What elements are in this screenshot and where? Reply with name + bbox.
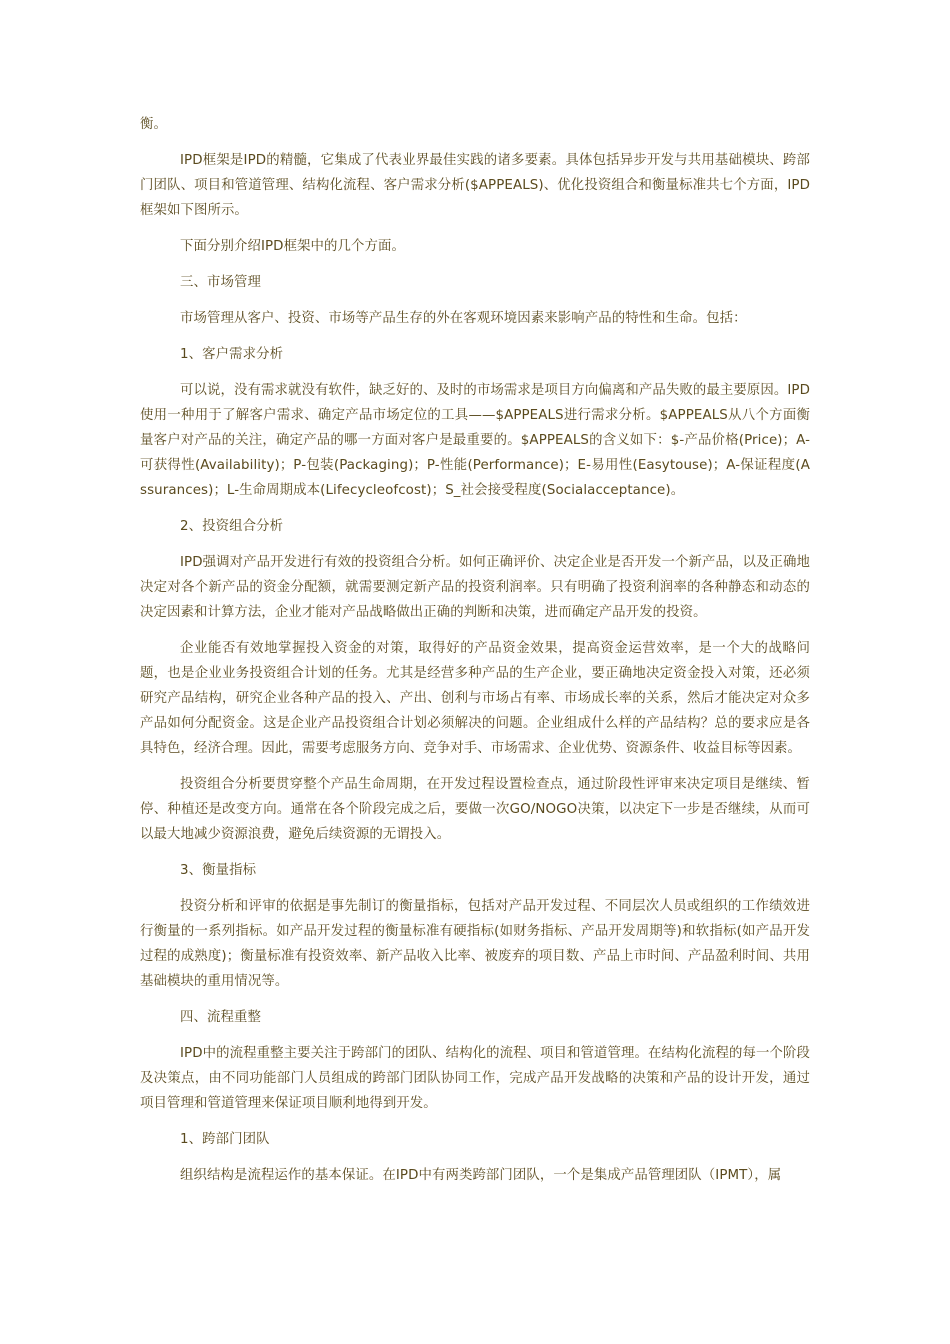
paragraph-portfolio-1: IPD强调对产品开发进行有效的投资组合分析。如何正确评价、决定企业是否开发一个新产品，以及正确地决定对各个新产品的资金分配额，就需要测定新产品的投资利润率。只有明确了投资利润率的各种静态和动态的决定因素和计算方法，企业才能对产品战略做出正确的判断和决策，进而确定产品开发的投资。 — [140, 555, 810, 620]
paragraph-intro: 下面分别介绍IPD框架中的几个方面。 — [180, 239, 405, 254]
document-page — [140, 112, 810, 1188]
subheading-portfolio-analysis: 2、投资组合分析 — [180, 519, 284, 534]
paragraph-ipd-framework: IPD框架是IPD的精髓，它集成了代表业界最佳实践的诸多要素。具体包括异步开发与共用基础模块、跨部门团队、项目和管道管理、结构化流程、客户需求分析($APPEALS)、优化投资组合和衡量标准共七个方面，IPD框架如下图所示。 — [140, 153, 810, 218]
paragraph-metrics: 投资分析和评审的依据是事先制订的衡量指标，包括对产品开发过程、不同层次人员或组织的工作绩效进行衡量的一系列指标。如产品开发过程的衡量标准有硬指标(如财务指标、产品开发周期等)和软指标(如产品开发过程的成熟度)；衡量标准有投资效率、新产品收入比率、被废弃的项目数、产品上市时间、产品盈利时间、共用基础模块的重用情况等。 — [140, 899, 810, 989]
paragraph-continuation: 衡。 — [140, 117, 167, 132]
paragraph-process-reengineering: IPD中的流程重整主要关注于跨部门的团队、结构化的流程、项目和管道管理。在结构化流程的每一个阶段及决策点，由不同功能部门人员组成的跨部门团队协同工作，完成产品开发战略的决策和产品的设计开发，通过项目管理和管道管理来保证项目顺利地得到开发。 — [140, 1046, 810, 1111]
paragraph-org-structure: 组织结构是流程运作的基本保证。在IPD中有两类跨部门团队，一个是集成产品管理团队（IPMT），属 — [180, 1168, 782, 1183]
subheading-customer-needs: 1、客户需求分析 — [180, 347, 284, 362]
paragraph-portfolio-2: 企业能否有效地掌握投入资金的对策，取得好的产品资金效果，提高资金运营效率，是一个大的战略问题，也是企业业务投资组合计划的任务。尤其是经营多种产品的生产企业，要正确地决定资金投入对策，还必须研究产品结构，研究企业各种产品的投入、产出、创利与市场占有率、市场成长率的关系，然后才能决定对众多产品如何分配资金。这是企业产品投资组合计划必须解决的问题。企业组成什么样的产品结构？总的要求应是各具特色，经济合理。因此，需要考虑服务方向、竞争对手、市场需求、企业优势、资源条件、收益目标等因素。 — [140, 641, 810, 756]
section-heading-process-reengineering: 四、流程重整 — [180, 1010, 261, 1025]
paragraph-market-management: 市场管理从客户、投资、市场等产品生存的外在客观环境因素来影响产品的特性和生命。包括： — [180, 311, 747, 326]
paragraph-portfolio-3: 投资组合分析要贯穿整个产品生命周期，在开发过程设置检查点，通过阶段性评审来决定项目是继续、暂停、种植还是改变方向。通常在各个阶段完成之后，要做一次GO/NOGO决策，以决定下一步是否继续，从而可以最大地减少资源浪费，避免后续资源的无谓投入。 — [140, 777, 810, 842]
subheading-metrics: 3、衡量指标 — [180, 863, 257, 878]
section-heading-market-management: 三、市场管理 — [180, 275, 261, 290]
paragraph-appeals: 可以说，没有需求就没有软件，缺乏好的、及时的市场需求是项目方向偏离和产品失败的最主要原因。IPD使用一种用于了解客户需求、确定产品市场定位的工具——$APPEALS进行需求分析。$APPEALS从八个方面衡量客户对产品的关注，确定产品的哪一方面对客户是最重要的。$APPEALS的含义如下：$-产品价格(Price)；A-可获得性(Availability)；P-包装(Packaging)；P-性能(Performance)；E-易用性(Easytouse)；A-保证程度(Assurances)；L-生命周期成本(Lifecycleofcost)；S_社会接受程度(Socialacceptance)。 — [140, 383, 810, 498]
subheading-cross-team: 1、跨部门团队 — [180, 1132, 270, 1147]
